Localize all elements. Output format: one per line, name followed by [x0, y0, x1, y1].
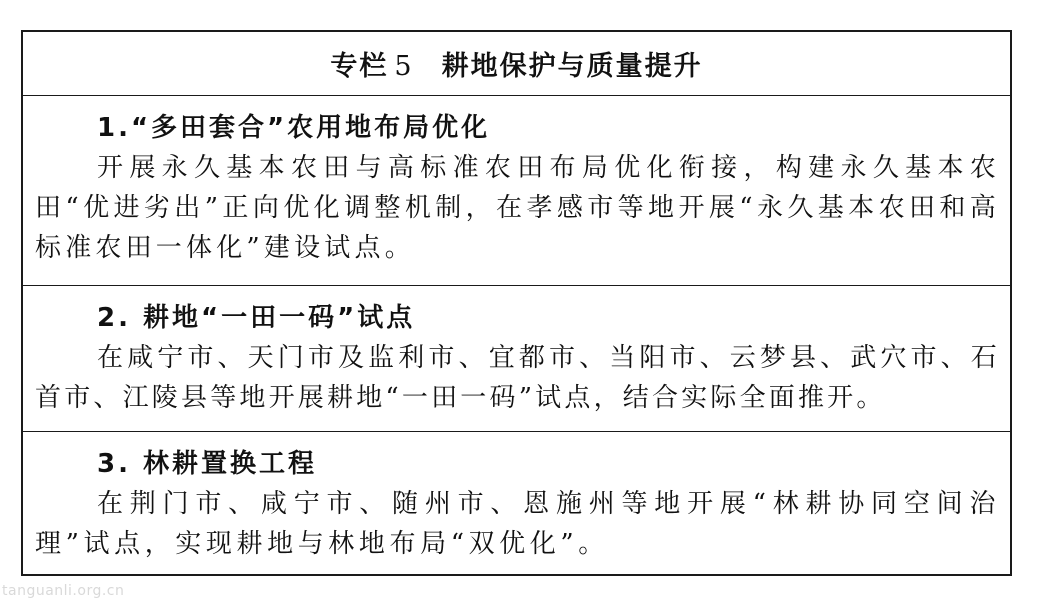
section-body: 在荆门市、咸宁市、随州市、恩施州等地开展“林耕协同空间治理”试点，实现耕地与林地布局“双优化”。 — [35, 489, 1000, 559]
section-heading: 1.“多田套合”农用地布局优化 — [97, 113, 491, 143]
special-column-box — [21, 30, 1012, 576]
watermark: tanguanli.org.cn — [2, 583, 125, 599]
section-2 — [23, 286, 1010, 432]
column-label: 专栏 — [330, 51, 389, 82]
section-3 — [23, 432, 1010, 574]
section-1 — [23, 96, 1010, 286]
column-title — [23, 32, 1010, 96]
section-heading: 2. 耕地“一田一码”试点 — [97, 303, 416, 333]
section-body: 在咸宁市、天门市及监利市、宜都市、当阳市、云梦县、武穴市、石首市、江陵县等地开展耕地“一田一码”试点，结合实际全面推开。 — [35, 343, 1000, 413]
section-body: 开展永久基本农田与高标准农田布局优化衔接，构建永久基本农田“优进劣出”正向优化调整机制，在孝感市等地开展“永久基本农田和高标准农田一体化”建设试点。 — [35, 153, 1000, 263]
column-number: 5 — [394, 51, 414, 82]
column-title-text: 耕地保护与质量提升 — [441, 51, 703, 82]
section-heading: 3. 林耕置换工程 — [97, 449, 318, 479]
